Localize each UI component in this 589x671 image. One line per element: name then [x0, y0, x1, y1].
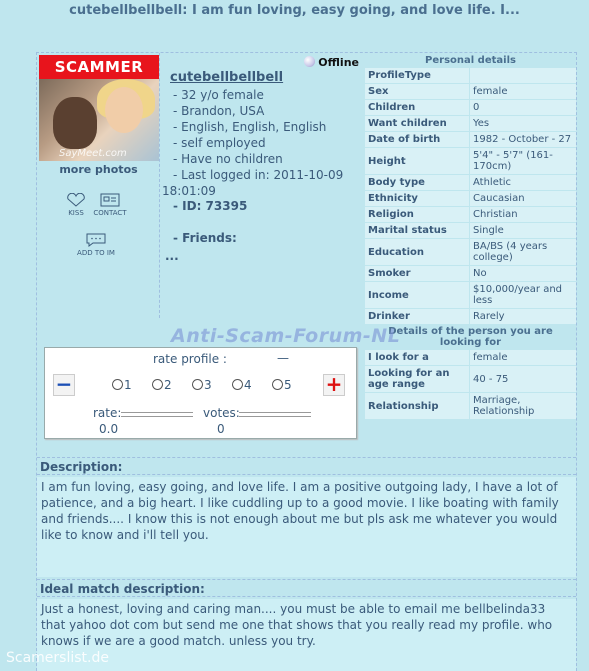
detail-value: 1982 - October - 27: [470, 132, 576, 147]
detail-value: 40 - 75: [470, 366, 576, 392]
rate-label: rate:: [93, 406, 122, 420]
rate-divider: [121, 412, 193, 417]
contact-button[interactable]: [88, 193, 132, 217]
last-logged-in: - Last logged in: 2011-10-09 18:01:09: [162, 168, 344, 198]
detail-key: Height: [365, 148, 469, 174]
detail-key: I look for a: [365, 350, 469, 365]
detail-row: [365, 393, 576, 419]
rate-dash: —: [277, 351, 289, 365]
status-label: Offline: [318, 56, 359, 69]
detail-value: [470, 68, 576, 83]
profile-summary: [161, 53, 363, 318]
profile-panel: [36, 52, 577, 671]
online-status: [304, 56, 359, 69]
detail-row: [365, 100, 576, 115]
detail-key: Children: [365, 100, 469, 115]
detail-value: Christian: [470, 207, 576, 222]
detail-row: [365, 366, 576, 392]
photo-column: [37, 53, 160, 318]
detail-row: [365, 350, 576, 365]
votes-divider: [239, 412, 311, 417]
info-age: - 32 y/o female: [173, 88, 264, 102]
kiss-button[interactable]: [62, 193, 90, 217]
more-photos-link[interactable]: more photos: [59, 163, 138, 176]
add-to-im-label: ADD TO IM: [77, 249, 115, 257]
detail-row: [365, 282, 576, 308]
detail-value: Yes: [470, 116, 576, 131]
detail-key: Education: [365, 239, 469, 265]
friends-label: - Friends:: [173, 231, 237, 245]
ideal-match-header: Ideal match description:: [37, 579, 576, 597]
rate-value: 0.0: [99, 422, 119, 436]
detail-value: Marriage, Relationship: [470, 393, 576, 419]
detail-key: Smoker: [365, 266, 469, 281]
rate-minus-button[interactable]: −: [53, 374, 75, 396]
info-location: - Brandon, USA: [173, 104, 265, 118]
votes-value: 0: [217, 422, 225, 436]
detail-value: Rarely: [470, 309, 576, 324]
detail-value: Caucasian: [470, 191, 576, 206]
photo-watermark: SayMeet.com: [59, 148, 127, 159]
detail-row: [365, 68, 576, 83]
rating-option[interactable]: 1: [112, 378, 152, 392]
detail-row: [365, 266, 576, 281]
detail-value: No: [470, 266, 576, 281]
info-occupation: - self employed: [173, 136, 266, 150]
anti-scam-watermark: Anti-Scam-Forum-NL: [171, 325, 401, 347]
personal-details-header: Personal details: [365, 54, 576, 67]
page-title: cutebellbellbell: I am fun loving, easy going, and love life. I...: [0, 0, 589, 24]
detail-key: Looking for an age range: [365, 366, 469, 392]
kiss-label: KISS: [68, 209, 84, 217]
detail-value: 0: [470, 100, 576, 115]
looking-for-header: Details of the person you are looking for: [365, 325, 576, 349]
detail-key: Religion: [365, 207, 469, 222]
username-link[interactable]: cutebellbellbell: [170, 70, 284, 85]
heart-icon: [65, 193, 87, 207]
info-children: - Have no children: [173, 152, 283, 166]
info-languages: - English, English, English: [173, 120, 327, 134]
scammer-banner: SCAMMER: [39, 55, 159, 79]
rating-option[interactable]: 5: [272, 378, 312, 392]
description-text: I am fun loving, easy going, and love life. I am a positive outgoing lady, I have a lot of patience, and a big heart. I like cuddling up to a good movie. I like boating with family and friends.... I know this is not enough about me but pls ask me whatever you would like to know and i'll tell you.: [37, 477, 576, 577]
add-to-im-button[interactable]: [73, 233, 119, 257]
detail-row: [365, 84, 576, 99]
footer-watermark: Scamerslist.de: [6, 650, 109, 666]
profile-info-list: [173, 87, 326, 167]
rate-plus-button[interactable]: +: [323, 374, 345, 396]
detail-value: Athletic: [470, 175, 576, 190]
detail-row: [365, 116, 576, 131]
detail-row: [365, 148, 576, 174]
detail-row: [365, 191, 576, 206]
detail-key: Income: [365, 282, 469, 308]
detail-value: Single: [470, 223, 576, 238]
rating-option[interactable]: 2: [152, 378, 192, 392]
detail-row: [365, 223, 576, 238]
detail-key: Want children: [365, 116, 469, 131]
envelope-icon: [99, 193, 121, 207]
detail-row: [365, 239, 576, 265]
contact-label: CONTACT: [93, 209, 127, 217]
status-dot-icon: [304, 56, 315, 67]
detail-value: female: [470, 350, 576, 365]
detail-value: BA/BS (4 years college): [470, 239, 576, 265]
detail-key: Sex: [365, 84, 469, 99]
votes-label: votes:: [203, 406, 240, 420]
rating-option[interactable]: 3: [192, 378, 232, 392]
rating-widget: [44, 347, 357, 439]
detail-row: [365, 309, 576, 324]
detail-value: 5'4" - 5'7" (161-170cm): [470, 148, 576, 174]
description-header: Description:: [37, 457, 576, 475]
detail-key: ProfileType: [365, 68, 469, 83]
rating-options: [112, 378, 312, 392]
detail-key: Relationship: [365, 393, 469, 419]
detail-value: $10,000/year and less: [470, 282, 576, 308]
detail-row: [365, 207, 576, 222]
detail-key: Drinker: [365, 309, 469, 324]
detail-row: [365, 175, 576, 190]
rate-profile-label: rate profile :: [153, 352, 227, 366]
profile-id: - ID: 73395: [173, 199, 248, 213]
rating-option[interactable]: 4: [232, 378, 272, 392]
detail-key: Ethnicity: [365, 191, 469, 206]
friends-more[interactable]: ...: [165, 249, 179, 263]
detail-value: female: [470, 84, 576, 99]
chat-bubble-icon: [85, 233, 107, 247]
detail-key: Body type: [365, 175, 469, 190]
detail-key: Marital status: [365, 223, 469, 238]
detail-key: Date of birth: [365, 132, 469, 147]
detail-row: [365, 132, 576, 147]
personal-details-table: [364, 53, 577, 420]
details-panel: [364, 53, 577, 420]
profile-photo[interactable]: [39, 79, 159, 161]
ideal-match-text: Just a honest, loving and caring man.... you must be able to email me bellbelinda33 that yahoo dot com but send me one that shows that you really read my profile. who knows if we are a good match. unless you try.: [37, 599, 576, 671]
